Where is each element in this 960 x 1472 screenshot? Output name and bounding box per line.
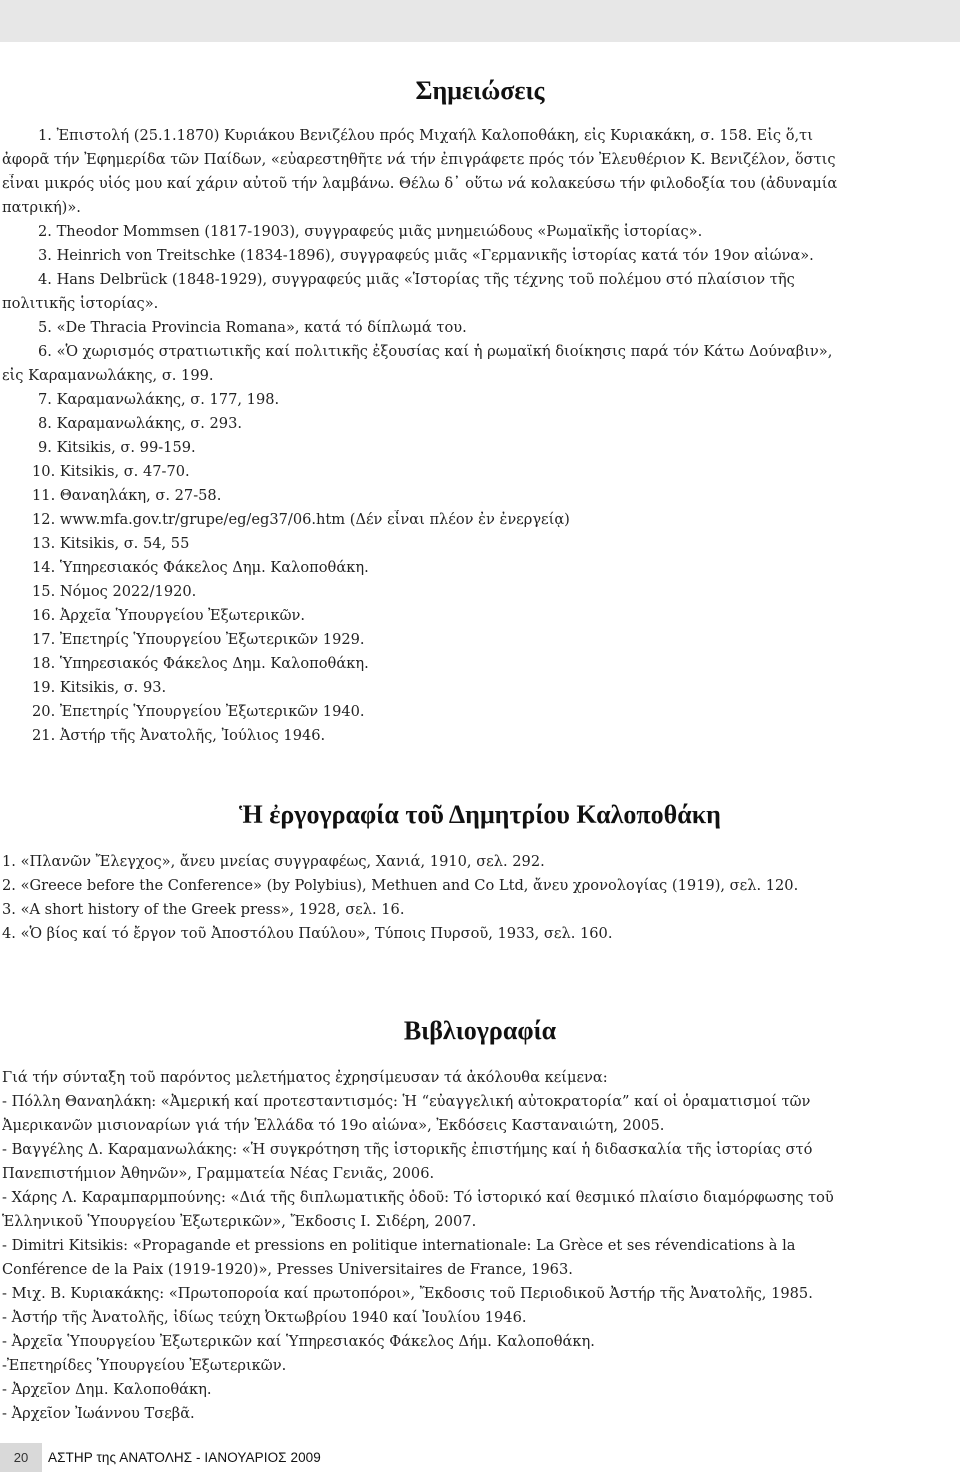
bibliography-line: - Dimitri Kitsikis: «Propagande et pressions en politique internationale: La Grèce et ses révendications à la	[2, 1237, 796, 1254]
bibliography-line: Γιά τήν σύνταξη τοῦ παρόντος μελετήματος ἐχρησίμευσαν τά ἀκόλουθα κείμενα:	[2, 1069, 608, 1086]
note-line: εἶναι μικρός υἱός μου καί χάριν αὐτοῦ τήν λαμβάνω. Θέλω δ᾽ οὕτω νά κολακεύσω τήν φιλοδοξία του (ἀδυναμία	[2, 175, 838, 192]
page-number: 20	[0, 1443, 42, 1472]
work-line: 4. «Ὁ βίος καί τό ἔργον τοῦ Ἀποστόλου Παύλου», Τύποις Πυρσοῦ, 1933, σελ. 160.	[2, 925, 613, 942]
note-line: 11. Θαναηλάκη, σ. 27-58.	[32, 487, 222, 504]
note-line: 10. Kitsikis, σ. 47-70.	[32, 463, 190, 480]
bibliography-line: - Χάρης Λ. Καραμπαρμπούνης: «Διά τῆς διπλωματικῆς ὁδοῦ: Τό ἱστορικό καί θεσμικό πλαίσιο διαμόρφωσης τοῦ	[2, 1189, 834, 1206]
note-line: 5. «De Thracia Provincia Romana», κατά τό δίπλωμά του.	[38, 319, 467, 336]
bibliography-line: Πανεπιστήμιον Ἀθηνῶν», Γραμματεία Νέας Γενιᾶς, 2006.	[2, 1165, 435, 1182]
note-line: 16. Ἀρχεῖα Ὑπουργείου Ἐξωτερικῶν.	[32, 607, 305, 624]
note-line: εἰς Καραμανωλάκης, σ. 199.	[2, 367, 214, 384]
note-line: ἀφορᾶ τήν Ἐφημερίδα τῶν Παίδων, «εὐαρεστηθῆτε νά τήν ἐπιγράφετε πρός τόν Ἐλευθέριον Κ. Βενιζέλον, ὅστις	[2, 151, 836, 168]
note-line: 18. Ὑπηρεσιακός Φάκελος Δημ. Καλοποθάκη.	[32, 655, 369, 672]
top-header-band	[0, 0, 960, 42]
note-line: πολιτικῆς ἱστορίας».	[2, 295, 159, 312]
note-line: 12. www.mfa.gov.tr/grupe/eg/eg37/06.htm (Δέν εἶναι πλέον ἐν ἐνεργείᾳ)	[32, 511, 570, 528]
bibliography-line: - Ἀρχεῖον Ἰωάννου Τσεβᾶ.	[2, 1405, 195, 1422]
bibliography-line: Conférence de la Paix (1919-1920)», Presses Universitaires de France, 1963.	[2, 1261, 573, 1278]
page-footer	[0, 1443, 960, 1472]
bibliography-line: Ἀμερικανῶν μισιοναρίων γιά τήν Ἑλλάδα τό 19ο αἰώνα», Ἐκδόσεις Κασταναιώτη, 2005.	[2, 1117, 665, 1134]
bibliography-line: Ἑλληνικοῦ Ὑπουργείου Ἐξωτερικῶν», Ἔκδοσις Ι. Σιδέρη, 2007.	[2, 1213, 477, 1230]
bibliography-line: - Ἀρχεῖα Ὑπουργείου Ἐξωτερικῶν καί Ὑπηρεσιακός Φάκελος Δήμ. Καλοποθάκη.	[2, 1333, 595, 1350]
note-line: 19. Kitsikis, σ. 93.	[32, 679, 167, 696]
journal-title: ΑΣΤΗΡ της ΑΝΑΤΟΛΗΣ - ΙΑΝΟΥΑΡΙΟΣ 2009	[48, 1450, 321, 1465]
note-line: 20. Ἐπετηρίς Ὑπουργείου Ἐξωτερικῶν 1940.	[32, 703, 365, 720]
note-line: 8. Καραμανωλάκης, σ. 293.	[38, 415, 243, 432]
note-line: 2. Theodor Mommsen (1817-1903), συγγραφεύς μιᾶς μνημειώδους «Ρωμαϊκῆς ἱστορίας».	[38, 223, 703, 240]
bibliography-line: - Μιχ. Β. Κυριακάκης: «Πρωτοποροία καί πρωτοπόροι», Ἔκδοσις τοῦ Περιοδικοῦ Ἀστήρ τῆς Ἀνατολῆς, 1985.	[2, 1285, 813, 1302]
notes-heading: Σημειώσεις	[415, 76, 545, 105]
note-line: 17. Ἐπετηρίς Ὑπουργείου Ἐξωτερικῶν 1929.	[32, 631, 365, 648]
note-line: πατρική)».	[2, 199, 81, 216]
note-line: 6. «Ὁ χωρισμός στρατιωτικῆς καί πολιτικῆς ἐξουσίας καί ἡ ρωμαϊκή διοίκησις παρά τόν Κάτω Δούναβιν»,	[38, 343, 833, 360]
bibliography-line: - Πόλλη Θαναηλάκη: «Ἀμερική καί προτεσταντισμός: Ἡ “εὐαγγελική αὐτοκρατορία” καί οἱ ὁραματισμοί τῶν	[2, 1093, 811, 1110]
note-line: 3. Heinrich von Treitschke (1834-1896), συγγραφεύς μιᾶς «Γερμανικῆς ἱστορίας κατά τόν 19ον αἰώνα».	[38, 247, 814, 264]
note-line: 7. Καραμανωλάκης, σ. 177, 198.	[38, 391, 280, 408]
bibliography-line: - Ἀστήρ τῆς Ἀνατολῆς, ἰδίως τεύχη Ὀκτωβρίου 1940 καί Ἰουλίου 1946.	[2, 1309, 527, 1326]
work-line: 2. «Greece before the Conference» (by Polybius), Methuen and Co Ltd, ἄνευ χρονολογίας (1919), σελ. 120.	[2, 877, 799, 894]
bibliography-line: -Ἐπετηρίδες Ὑπουργείου Ἐξωτερικῶν.	[2, 1357, 287, 1374]
work-line: 3. «A short history of the Greek press», 1928, σελ. 16.	[2, 901, 405, 918]
note-line: 9. Kitsikis, σ. 99-159.	[38, 439, 196, 456]
note-line: 13. Kitsikis, σ. 54, 55	[32, 535, 190, 552]
bibliography-heading: Βιβλιογραφία	[403, 1016, 557, 1045]
works-heading: Ἡ ἐργογραφία τοῦ Δημητρίου Καλοποθάκη	[239, 800, 721, 829]
note-line: 15. Νόμος 2022/1920.	[32, 583, 197, 600]
note-line: 21. Ἀστήρ τῆς Ἀνατολῆς, Ἰούλιος 1946.	[32, 727, 326, 744]
note-line: 1. Ἐπιστολή (25.1.1870) Κυριάκου Βενιζέλου πρός Μιχαήλ Καλοποθάκη, εἰς Κυριακάκη, σ. 158. Εἰς ὅ,τι	[38, 127, 813, 144]
bibliography-line: - Ἀρχεῖον Δημ. Καλοποθάκη.	[2, 1381, 212, 1398]
bibliography-line: - Βαγγέλης Δ. Καραμανωλάκης: «Ἡ συγκρότηση τῆς ἱστορικῆς ἐπιστήμης καί ἡ διδασκαλία τῆς ἱστορίας στό	[2, 1141, 813, 1158]
note-line: 14. Ὑπηρεσιακός Φάκελος Δημ. Καλοποθάκη.	[32, 559, 369, 576]
work-line: 1. «Πλανῶν Ἔλεγχος», ἄνευ μνείας συγγραφέως, Χανιά, 1910, σελ. 292.	[2, 853, 545, 870]
note-line: 4. Hans Delbrück (1848-1929), συγγραφεύς μιᾶς «Ἱστορίας τῆς τέχνης τοῦ πολέμου στό πλαίσιον τῆς	[38, 271, 795, 288]
